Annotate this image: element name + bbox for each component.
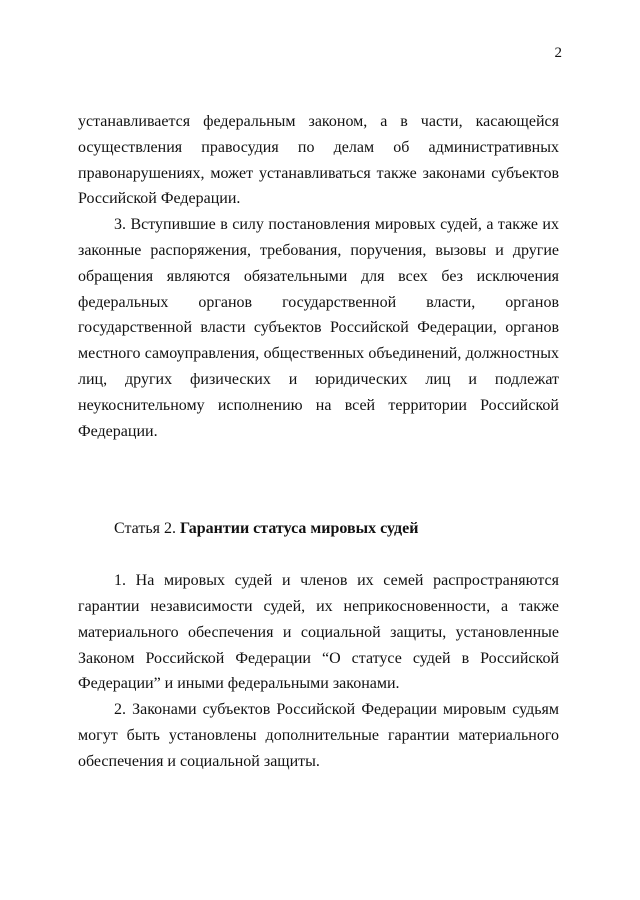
paragraph-item-3: 3. Вступившие в силу постановления мировых судей, а также их законные распоряжения, требования, поручения, вызовы и другие обращения являются обязательными для всех без исключения федеральных органов государственной власти, органов государственной власти субъектов Российской Федерации, органов местного самоуправления, общественных объединений, должностных лиц, других физических и юридических лиц и подлежат неукоснительному исполнению на всей территории Российской Федерации. (78, 216, 559, 440)
document-body (78, 109, 559, 775)
article-label: Статья 2. (114, 520, 176, 538)
article-heading (78, 516, 559, 542)
paragraph-item-2: 2. Законами субъектов Российской Федерации мировым судьям могут быть установлены дополнительные гарантии материального обеспечения и социальной защиты. (78, 701, 559, 770)
spacer (78, 542, 559, 568)
page-number: 2 (554, 45, 562, 61)
paragraph-continuation: устанавливается федеральным законом, а в части, касающейся осуществления правосудия по делам об административных правонарушениях, может устанавливаться также законами субъектов Российской Федерации. (78, 113, 559, 208)
paragraph-item-1: 1. На мировых судей и членов их семей распространяются гарантии независимости судей, их неприкосновенности, а также материального обеспечения и социальной защиты, установленные Законом Российской Федерации “О статусе судей в Российской Федерации” и иными федеральными законами. (78, 572, 559, 693)
article-title: Гарантии статуса мировых судей (179, 520, 419, 538)
